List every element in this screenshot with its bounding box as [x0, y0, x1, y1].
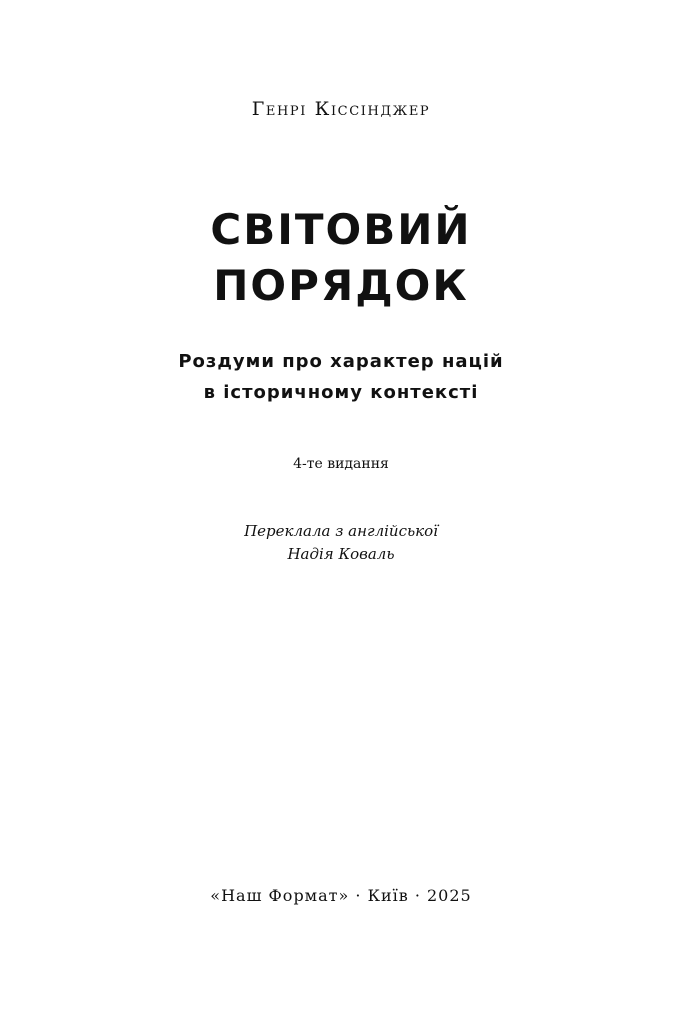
- author-name: Генрі Кіссінджер: [251, 98, 431, 120]
- translator-credit: [0, 520, 682, 566]
- book-title-line-2: ПОРЯДОК: [213, 261, 469, 310]
- book-title: [0, 202, 682, 314]
- translator-name: Надія Коваль: [287, 545, 395, 563]
- publisher-imprint: «Наш Формат» · Київ · 2025: [210, 886, 472, 905]
- edition-note: 4-те видання: [293, 456, 389, 472]
- translator-credit-line-1: Переклала з англійської: [244, 522, 438, 540]
- book-subtitle: [0, 346, 682, 408]
- book-title-line-1: СВІТОВИЙ: [210, 205, 472, 254]
- book-subtitle-line-1: Роздуми про характер націй: [178, 351, 504, 372]
- book-subtitle-line-2: в історичному контексті: [203, 382, 479, 403]
